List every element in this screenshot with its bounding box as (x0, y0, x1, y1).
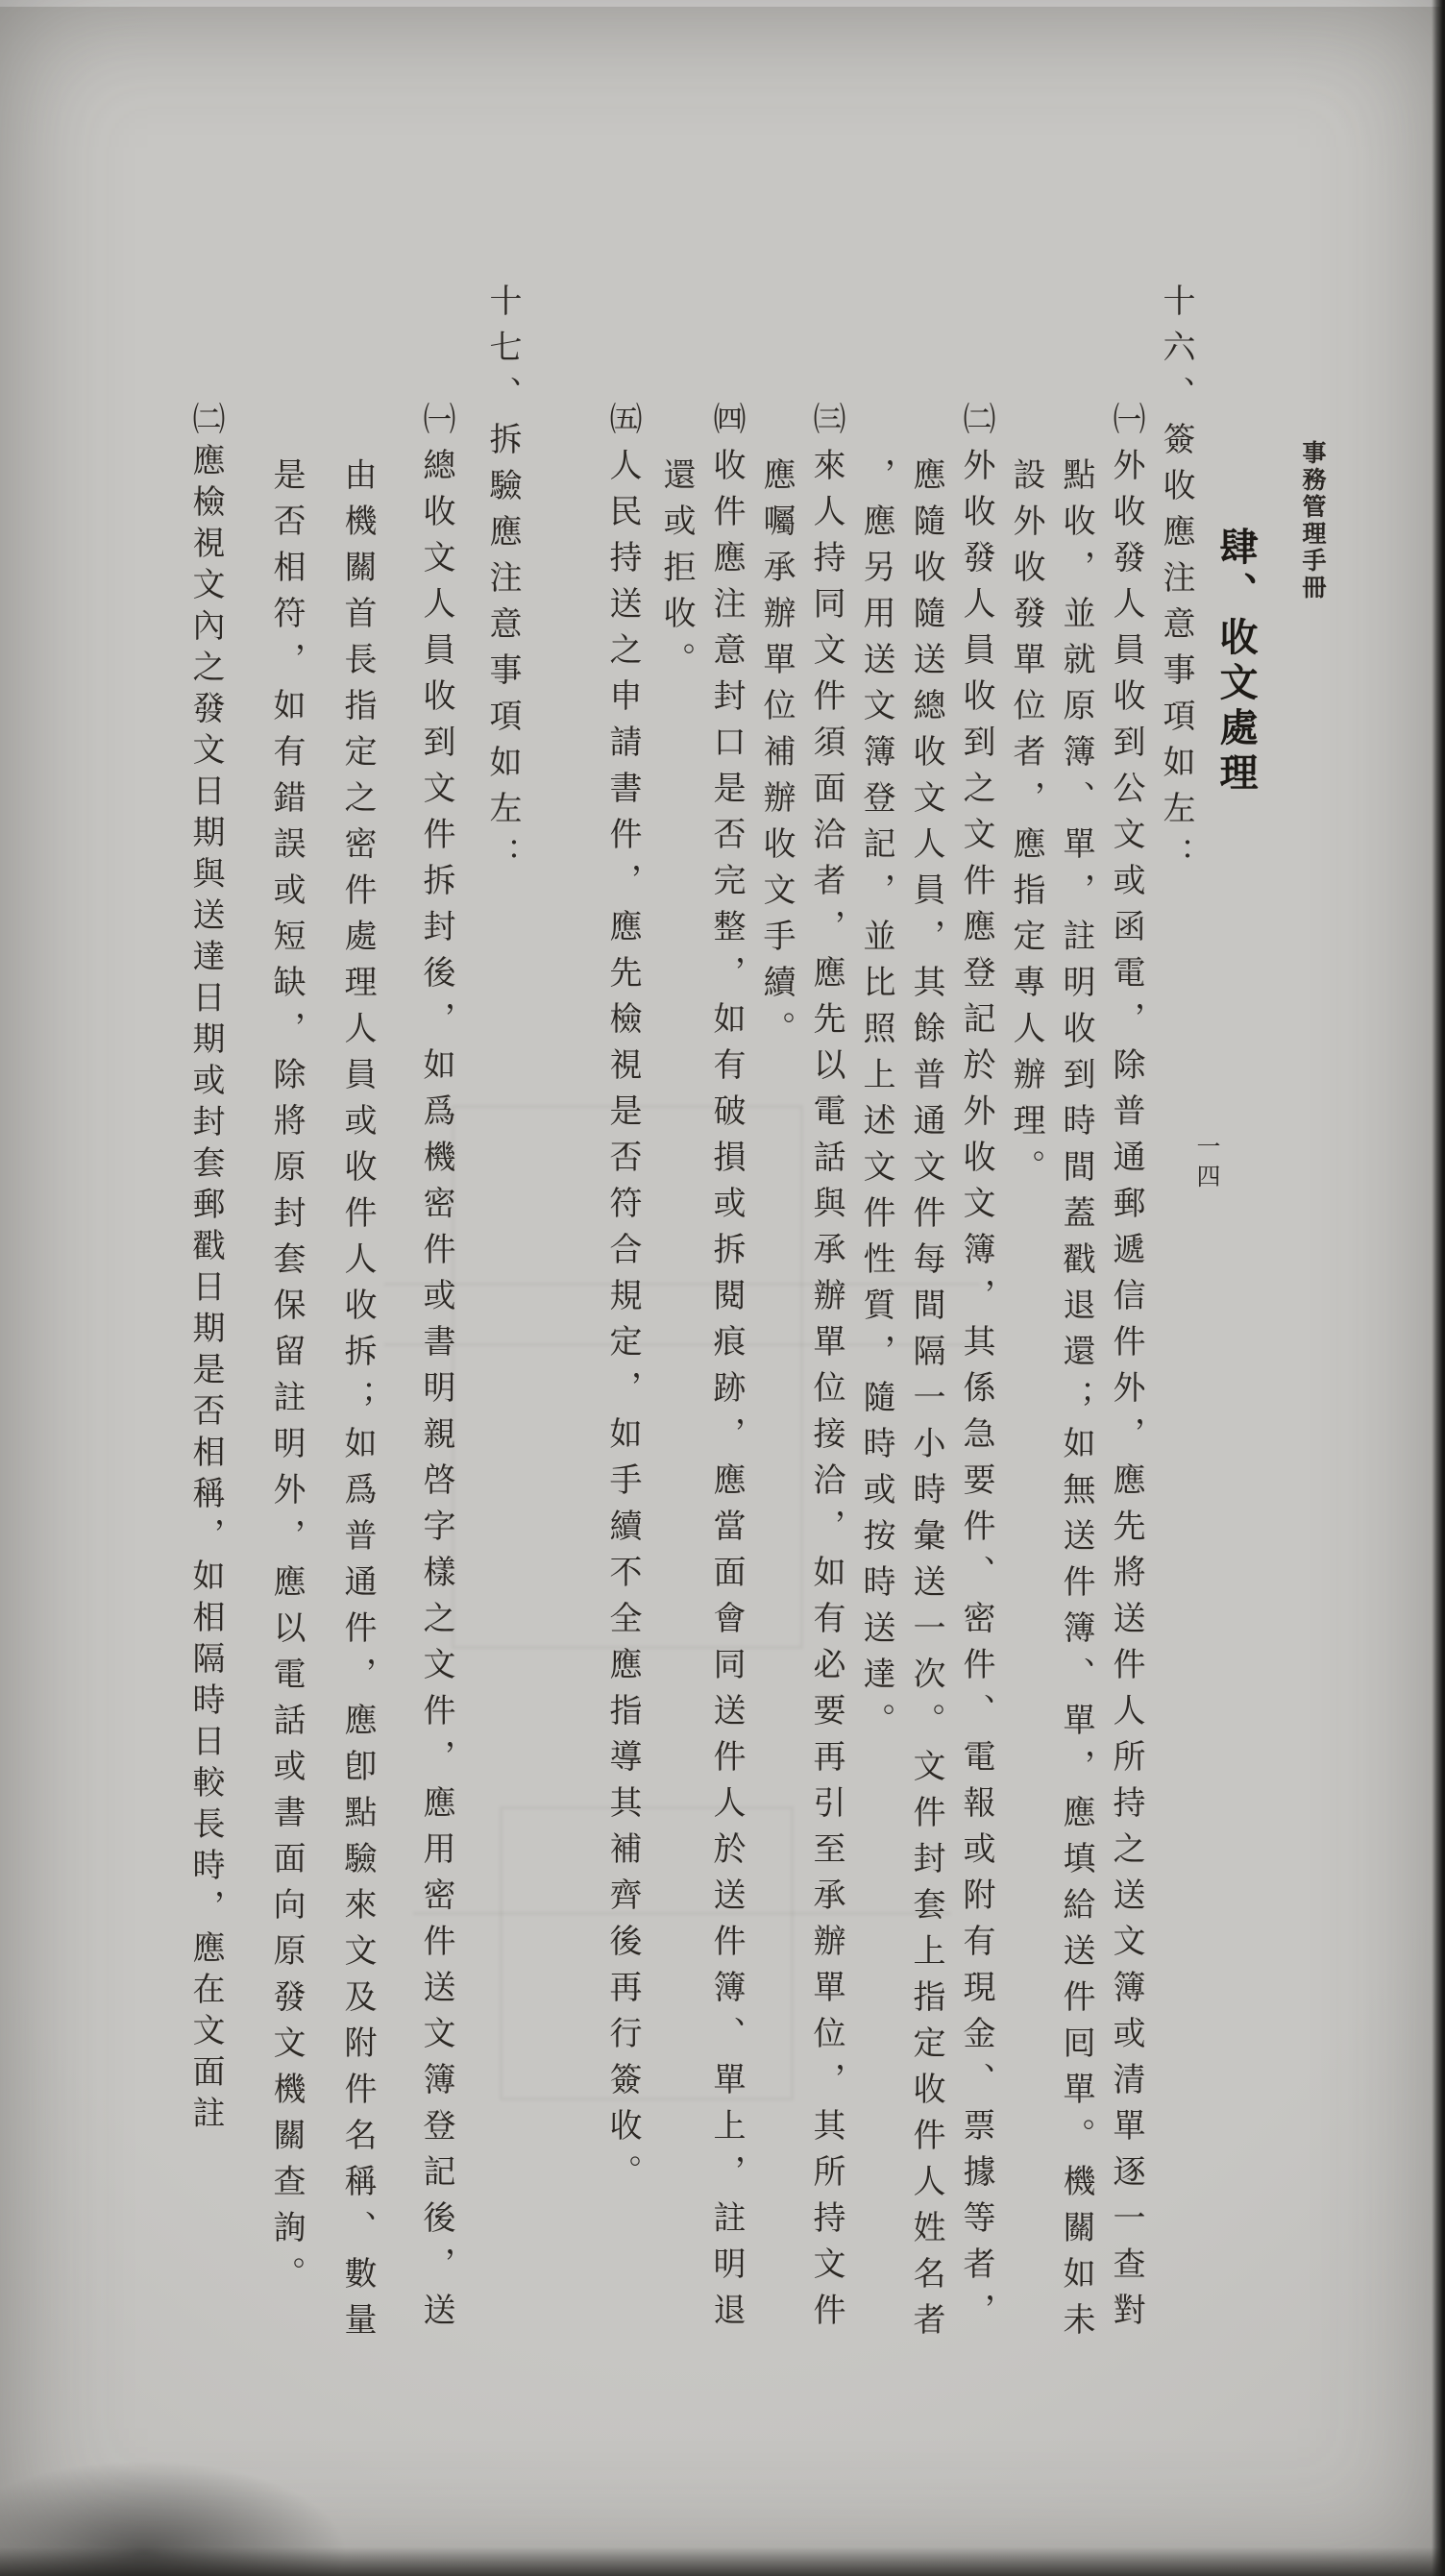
item-16-sub-2-col-3: ，應另用送文簿登記，並比照上述文件性質，隨時或按時送達。 (857, 457, 895, 1749)
scan-top-edge (0, 0, 1445, 7)
item-17-sub-1-col-2: 由機關首長指定之密件處理人員或收件人收拆；如爲普通件，應卽點驗來文及附件名稱、數量 (338, 457, 377, 2348)
item-17-sub-1-col-1: ㈠總收文人員收到文件拆封後，如爲機密件或書明親啓字樣之文件，應用密件送文簿登記後，送 (417, 402, 455, 2339)
item-17-sub-2-col-1: ㈡應檢視文內之發文日期與送達日期或封套郵戳日期是否相稱，如相隔時日較長時，應在文面註 (186, 402, 225, 2137)
item-16-sub-1-col-1: ㈠外收發人員收到公文或函電，除普通郵遞信件外，應先將送件人所持之送文簿或清單逐一查對 (1107, 402, 1145, 2339)
page-number: 一四 (1193, 1134, 1221, 1193)
running-head: 事務管理手冊 (1299, 440, 1327, 601)
item-16-sub-1-col-3: 設外收發單位者，應指定專人辦理。 (1007, 457, 1045, 1195)
item-16-sub-2-col-1: ㈡外收發人員收到之文件應登記於外收文簿，其係急要件、密件、電報或附有現金、票據等者， (957, 402, 995, 2339)
item-16-heading: 十六、簽收應注意事項如左： (1157, 283, 1195, 883)
item-16-sub-2-col-2: 應隨收隨送總收文人員，其餘普通文件每間隔一小時彙送一次。文件封套上指定收件人姓名者 (907, 457, 945, 2348)
item-16-sub-1-col-2: 點收，並就原簿、單，註明收到時間蓋戳退還；如無送件簿、單，應填給送件囘單。機關如未 (1057, 457, 1095, 2348)
item-16-sub-3-col-2: 應囑承辦單位補辦收文手續。 (757, 457, 796, 1057)
item-17-heading: 十七、拆驗應注意事項如左： (483, 283, 522, 883)
item-17-sub-1-col-3: 是否相符，如有錯誤或短缺，除將原封套保留註明外，應以電話或書面向原發文機關查詢。 (267, 457, 306, 2302)
section-title: 肆、收文處理 (1213, 527, 1259, 797)
item-16-sub-4-col-2: 還或拒收。 (657, 457, 696, 688)
page-right-edge-shadow (1432, 0, 1445, 2576)
item-16-sub-3-col-1: ㈢來人持同文件須面洽者，應先以電話與承辦單位接洽，如有必要再引至承辦單位，其所持文件 (807, 402, 845, 2339)
bleed-through-line (413, 1912, 951, 1915)
item-16-sub-4-col-1: ㈣收件應注意封口是否完整，如有破損或拆閱痕跡，應當面會同送件人於送件簿、單上，註明退 (707, 402, 746, 2339)
item-16-sub-5-col-1: ㈤人民持送之申請書件，應先檢視是否符合規定，如手續不全應指導其補齊後再行簽收。 (603, 402, 642, 2200)
page-corner-shadow (0, 2461, 346, 2576)
